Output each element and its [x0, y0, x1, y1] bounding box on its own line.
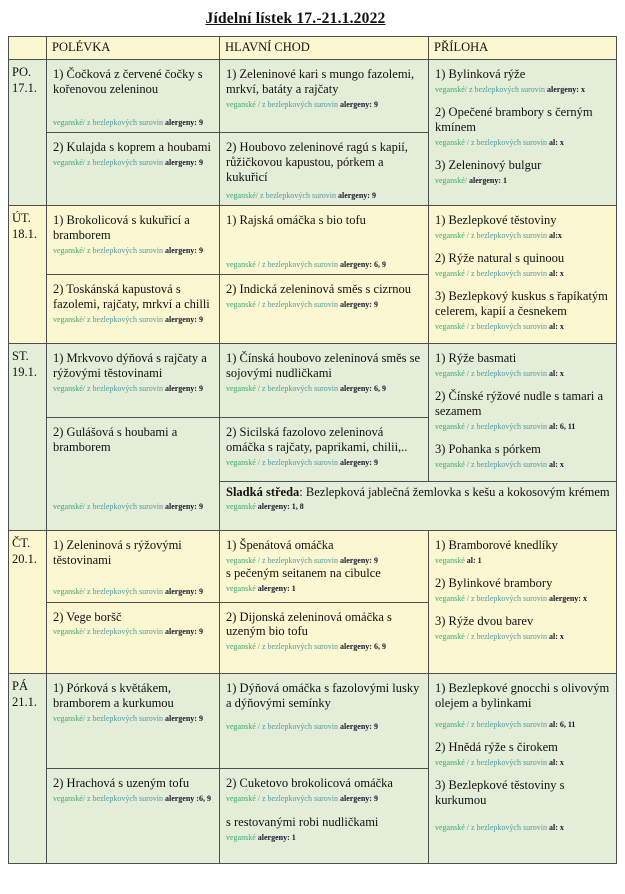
side-item	[435, 538, 612, 566]
main-item	[220, 674, 428, 768]
gluten-free-tag: z bezlepkových surovin	[262, 457, 338, 467]
date-label: 18.1.	[12, 227, 37, 242]
main-item	[220, 531, 428, 602]
day-row-monday	[9, 59, 616, 205]
vegan-tag: veganské/	[53, 587, 85, 597]
dish-tags	[226, 100, 424, 110]
soup-item	[47, 417, 219, 530]
vegan-tag: veganské /	[226, 299, 260, 309]
vegan-tag: veganské /	[435, 632, 469, 642]
dish-name: 1) Bylinková rýže	[435, 67, 526, 81]
main-side-wrapper	[219, 344, 616, 530]
dish-tags	[226, 642, 424, 652]
gluten-free-tag: z bezlepkových surovin	[87, 587, 163, 597]
dish-tags	[435, 269, 612, 279]
soup-item	[47, 602, 219, 674]
vegan-tag: veganské /	[435, 719, 469, 729]
dish-tags	[53, 502, 215, 512]
vegan-tag: veganské /	[435, 368, 469, 378]
gluten-free-tag: z bezlepkových surovin	[471, 719, 547, 729]
side-item	[435, 251, 612, 279]
soup-column	[46, 60, 219, 205]
dish-tags	[226, 794, 424, 804]
allergen-tag: alergeny: 6, 9	[339, 383, 386, 393]
date-cell	[9, 344, 46, 530]
vegan-tag: veganské /	[435, 268, 469, 278]
vegan-tag: veganské /	[226, 259, 260, 269]
header-cell-soup: POLÉVKA	[46, 37, 219, 59]
side-item	[435, 740, 612, 768]
vegan-tag: veganské/	[53, 245, 85, 255]
dish-tags	[53, 158, 215, 168]
dish-tags	[53, 246, 215, 256]
dish-name: 1) Zeleninové kari s mungo fazolemi, mrkví, batáty a rajčaty	[226, 67, 415, 96]
allergen-tag: alergeny: 9	[164, 245, 203, 255]
gluten-free-tag: z bezlepkových surovin	[262, 383, 338, 393]
allergen-tag: alergeny: 9	[164, 713, 203, 723]
gluten-free-tag: z bezlepkových surovin	[87, 713, 163, 723]
side-column	[428, 60, 616, 205]
dish-name: 2) Cuketovo brokolicová omáčka	[226, 776, 393, 790]
dish-name: 2) Gulášová s houbami a bramborem	[53, 425, 178, 454]
gluten-free-tag: z bezlepkových surovin	[471, 459, 547, 469]
main-side-row	[219, 344, 616, 481]
vegan-tag: veganské /	[435, 421, 469, 431]
gluten-free-tag: z bezlepkových surovin	[87, 627, 163, 637]
gluten-free-tag: z bezlepkových surovin	[471, 137, 547, 147]
allergen-tag: alergeny: 9	[339, 299, 378, 309]
dish-name: 2) Houbovo zeleninové ragú s kapií, růžičkovou kapustou, pórkem a kukuřicí	[226, 140, 408, 184]
side-item	[435, 681, 612, 730]
dish-tags	[435, 231, 612, 241]
dish-name: 2) Čínské rýžové nudle s tamari a sezamem	[435, 389, 604, 418]
dish-tags	[226, 502, 610, 512]
sweet-wednesday-text: : Bezlepková jablečná žemlovka s kešu a kokosovým krémem	[299, 485, 610, 499]
allergen-tag: al: x	[548, 632, 564, 642]
dish-tags	[435, 460, 612, 470]
side-column	[428, 344, 616, 481]
dish-name: 2) Dijonská zeleninová omáčka s uzeným bio tofu	[226, 609, 392, 639]
dish-name: 3) Bezlepkové těstoviny s kurkumou	[435, 778, 565, 807]
allergen-tag: alergeny: 1, 8	[257, 501, 304, 511]
allergen-tag: alergeny: x	[546, 84, 585, 94]
allergen-tag: al: 6, 11	[548, 421, 576, 431]
dish-tags	[226, 384, 424, 394]
dish-tags	[53, 384, 215, 394]
vegan-tag: veganské/	[435, 84, 467, 94]
gluten-free-tag: z bezlepkových surovin	[87, 245, 163, 255]
allergen-tag: al: x	[548, 268, 564, 278]
vegan-tag: veganské/	[226, 190, 258, 200]
vegan-tag: veganské /	[435, 593, 469, 603]
gluten-free-tag: z bezlepkových surovin	[262, 259, 338, 269]
dish-name: 1) Zeleninová s rýžovými těstovinami	[53, 538, 182, 567]
soup-item	[47, 206, 219, 274]
main-item	[220, 206, 428, 274]
dish-tags	[435, 758, 612, 768]
gluten-free-tag: z bezlepkových surovin	[87, 117, 163, 127]
side-item	[435, 778, 612, 833]
gluten-free-tag: z bezlepkových surovin	[471, 321, 547, 331]
allergen-tag: alergeny: 9	[339, 555, 378, 565]
dish-name: 1) Špenátová omáčka	[226, 538, 334, 552]
gluten-free-tag: z bezlepkových surovin	[87, 314, 163, 324]
allergen-tag: alergeny: 1	[469, 175, 507, 185]
gluten-free-tag: z bezlepkových surovin	[262, 99, 338, 109]
dish-name: 3) Bezlepkový kuskus s řapíkatým celerem, kapií a česnekem	[435, 289, 608, 319]
dish-tags	[435, 632, 612, 642]
main-item	[220, 344, 428, 417]
page-title: Jídelní lístek 17.-21.1.2022	[205, 10, 386, 27]
main-column	[219, 60, 428, 205]
vegan-tag: veganské/	[53, 501, 85, 511]
day-label: ÚT.	[12, 211, 31, 225]
gluten-free-tag: z bezlepkových surovin	[262, 793, 338, 803]
gluten-free-tag: z bezlepkových surovin	[260, 190, 336, 200]
gluten-free-tag: / z bezlepkových surovin	[466, 757, 547, 767]
dish-tags	[226, 191, 424, 201]
soup-item	[47, 531, 219, 602]
dish-tags	[53, 627, 215, 637]
side-item	[435, 213, 612, 241]
dish-name: 2) Sicilská fazolovo zeleninová omáčka s rajčaty, paprikami, chilii,..	[226, 425, 408, 454]
dish-name: 3) Rýže dvou barev	[435, 614, 534, 629]
allergen-tag: alergeny: 9	[337, 190, 376, 200]
gluten-free-tag: z bezlepkových surovin	[471, 368, 547, 378]
day-label: ST.	[12, 349, 29, 363]
dish-tags	[435, 594, 612, 604]
gluten-free-tag: z bezlepkových surovin	[262, 642, 338, 651]
vegan-tag: veganské	[226, 501, 256, 511]
dish-name: 2) Vege boršč	[53, 609, 122, 624]
vegan-tag: veganské /	[226, 642, 260, 651]
dish-tags	[226, 300, 424, 310]
soup-column	[46, 344, 219, 530]
day-label: PÁ	[12, 679, 28, 693]
soup-item	[47, 768, 219, 863]
side-column	[428, 531, 616, 673]
side-item	[435, 289, 612, 332]
day-label: ČT.	[12, 536, 31, 550]
allergen-tag: al: x	[548, 321, 564, 331]
vegan-tag: veganské	[226, 832, 256, 842]
gluten-free-tag: z bezlepkových surovin	[87, 793, 163, 803]
dish-name: 2) Rýže natural s quinoou	[435, 251, 565, 266]
vegan-tag: veganské/	[53, 713, 85, 723]
soup-item	[47, 344, 219, 417]
day-label: PO.	[12, 65, 32, 79]
vegan-tag: veganské /	[435, 230, 469, 240]
dish-name: 1) Mrkvovo dýňová s rajčaty a rýžovými těstovinami	[53, 351, 207, 380]
soup-column	[46, 674, 219, 863]
dish-tags	[435, 85, 612, 95]
soup-item	[47, 60, 219, 132]
dish-tags	[226, 458, 424, 468]
side-item	[435, 389, 612, 432]
dish-tags	[435, 720, 612, 730]
side-item	[435, 105, 612, 148]
dish-name: 3) Zeleninový bulgur	[435, 158, 542, 173]
sweet-wednesday-label: Sladká středa	[226, 485, 300, 499]
vegan-tag: veganské /	[226, 457, 260, 467]
gluten-free-tag: z bezlepkových surovin	[469, 84, 545, 94]
dish-tags	[435, 138, 612, 148]
dish-tags	[435, 556, 612, 566]
date-label: 20.1.	[12, 552, 37, 567]
soup-column	[46, 206, 219, 343]
dish-tags	[435, 176, 612, 186]
allergen-tag: alergeny: 9	[164, 383, 203, 393]
header-row	[9, 37, 616, 59]
vegan-tag: veganské/	[53, 117, 85, 127]
vegan-tag: veganské /	[435, 137, 469, 147]
vegan-tag: veganské	[435, 555, 465, 565]
main-item	[220, 60, 428, 132]
allergen-tag: alergeny: 1	[257, 832, 296, 842]
dish-name: 1) Bramborové knedlíky	[435, 538, 558, 552]
main-column	[219, 206, 428, 343]
soup-column	[46, 531, 219, 673]
gluten-free-tag: z bezlepkových surovin	[471, 593, 547, 603]
gluten-free-tag: z bezlepkových surovin	[471, 230, 547, 240]
vegan-tag: veganské	[435, 822, 465, 832]
allergen-tag: alergeny: 9	[339, 721, 378, 731]
main-item	[220, 768, 428, 863]
dish-tags	[435, 322, 612, 332]
dish-tags	[435, 369, 612, 379]
allergen-tag: alergeny: 9	[339, 99, 378, 109]
dish-name: 1) Čočková z červené čočky s kořenovou zeleninou	[53, 67, 203, 96]
allergen-tag: al: x	[548, 368, 564, 378]
dish-name: 1) Bezlepkové gnocchi s olivovým olejem a bylinkami	[435, 681, 610, 710]
main-item	[220, 274, 428, 343]
allergen-tag: alergeny: 6, 9	[339, 259, 386, 269]
allergen-tag: al: x	[548, 459, 564, 469]
dish-name: s restovanými robi nudličkami	[226, 815, 379, 830]
dish-tags	[226, 584, 424, 594]
allergen-tag: alergeny: 9	[164, 501, 203, 511]
allergen-tag: alergeny: 9	[339, 793, 378, 803]
header-cell-date	[9, 37, 46, 59]
main-item	[220, 417, 428, 481]
gluten-free-tag: z bezlepkových surovin	[262, 299, 338, 309]
dish-name: 1) Čínská houbovo zeleninová směs se sojovými nudličkami	[226, 351, 421, 380]
vegan-tag: veganské /	[226, 793, 260, 803]
dish-name: 3) Pohanka s pórkem	[435, 442, 541, 457]
dish-tags	[226, 722, 424, 732]
dish-tags	[226, 556, 424, 566]
vegan-tag: veganské /	[435, 321, 469, 331]
side-item	[435, 442, 612, 470]
side-column	[428, 206, 616, 343]
date-cell	[9, 531, 46, 673]
dish-name: 2) Kulajda s koprem a houbami	[53, 140, 211, 154]
dish-tags	[226, 260, 424, 270]
allergen-tag: alergeny: 6, 9	[339, 642, 386, 651]
day-row-wednesday	[9, 343, 616, 530]
vegan-tag: veganské/	[53, 383, 85, 393]
gluten-free-tag: z bezlepkových surovin	[87, 383, 163, 393]
dish-tags	[435, 422, 612, 432]
day-row-friday	[9, 673, 616, 863]
dish-name: 1) Bezlepkové těstoviny	[435, 213, 557, 227]
dish-name: 1) Dýňová omáčka s fazolovými lusky a dýňovými semínky	[226, 681, 420, 710]
date-label: 19.1.	[12, 365, 37, 380]
allergen-tag: al: 6, 11	[548, 719, 576, 729]
vegan-tag: veganské /	[226, 99, 260, 109]
vegan-tag: veganské/	[53, 314, 85, 324]
allergen-tag: al: x	[548, 757, 564, 767]
day-row-tuesday	[9, 205, 616, 343]
dish-tags	[53, 714, 215, 724]
vegan-tag: veganské /	[226, 721, 260, 731]
dish-name: 1) Rajská omáčka s bio tofu	[226, 213, 366, 227]
vegan-tag: veganské/	[53, 157, 85, 167]
side-item	[435, 67, 612, 95]
side-item	[435, 614, 612, 642]
date-label: 21.1.	[12, 695, 37, 710]
menu-table	[8, 36, 617, 864]
dish-tags	[53, 794, 215, 804]
dish-tags	[53, 315, 215, 325]
dish-name: 2) Opečené brambory s černým kmínem	[435, 105, 593, 134]
dish-name: 2) Hnědá rýže s čirokem	[435, 739, 558, 754]
dish-name: 2) Indická zeleninová směs s cizrnou	[226, 282, 412, 296]
vegan-tag: veganské/	[53, 793, 85, 803]
allergen-tag: alergeny: 9	[164, 587, 203, 597]
allergen-tag: alergeny: 9	[164, 627, 203, 637]
vegan-tag: veganské	[435, 757, 465, 767]
main-column	[219, 674, 428, 863]
allergen-tag: alergeny: 9	[164, 314, 203, 324]
soup-item	[47, 274, 219, 343]
main-item	[220, 132, 428, 205]
header-cell-side: PŘÍLOHA	[428, 37, 616, 59]
day-row-thursday	[9, 530, 616, 673]
gluten-free-tag: z bezlepkových surovin	[87, 157, 163, 167]
gluten-free-tag: / z bezlepkových surovin	[466, 822, 547, 832]
vegan-tag: veganské/	[53, 627, 85, 637]
dish-name: 2) Bylinkové brambory	[435, 576, 553, 591]
gluten-free-tag: z bezlepkových surovin	[471, 421, 547, 431]
dish-tags	[435, 823, 612, 833]
side-column	[428, 674, 616, 863]
dish-name: 1) Rýže basmati	[435, 351, 517, 365]
allergen-tag: al:x	[548, 230, 562, 240]
main-item	[220, 602, 428, 674]
vegan-tag: veganské /	[226, 383, 260, 393]
allergen-tag: al: 1	[466, 555, 482, 565]
vegan-tag: veganské	[226, 583, 256, 593]
sweet-wednesday-note	[219, 481, 616, 530]
soup-item	[47, 132, 219, 205]
allergen-tag: alergeny: 1	[257, 583, 296, 593]
allergen-tag: alergeny: 9	[164, 117, 203, 127]
side-item	[435, 158, 612, 186]
dish-name: 1) Brokolicová s kukuřicí a bramborem	[53, 213, 190, 242]
dish-name: 1) Pórková s květákem, bramborem a kurkumou	[53, 681, 174, 710]
dish-name: s pečeným seitanem na cibulce	[226, 566, 381, 581]
date-cell	[9, 206, 46, 343]
date-label: 17.1.	[12, 81, 37, 96]
allergen-tag: alergeny: 9	[339, 457, 378, 467]
allergen-tag: alergeny: x	[548, 593, 587, 603]
date-cell	[9, 60, 46, 205]
dish-tags	[53, 118, 215, 128]
dish-name: 2) Hrachová s uzeným tofu	[53, 776, 190, 790]
main-column	[219, 531, 428, 673]
main-column	[219, 344, 428, 481]
gluten-free-tag: z bezlepkových surovin	[262, 555, 338, 565]
vegan-tag: veganské /	[435, 459, 469, 469]
side-item	[435, 576, 612, 604]
date-cell	[9, 674, 46, 863]
gluten-free-tag: z bezlepkových surovin	[471, 632, 547, 642]
vegan-tag: veganské /	[226, 555, 260, 565]
gluten-free-tag: z bezlepkových surovin	[471, 268, 547, 278]
header-cell-main: HLAVNÍ CHOD	[219, 37, 428, 59]
gluten-free-tag: z bezlepkových surovin	[87, 501, 163, 511]
vegan-tag: veganské/	[435, 175, 467, 185]
allergen-tag: al: x	[548, 822, 564, 832]
allergen-tag: al: x	[548, 137, 564, 147]
soup-item	[47, 674, 219, 768]
dish-name: 2) Toskánská kapustová s fazolemi, rajčaty, mrkví a chilli	[53, 282, 210, 311]
dish-tags	[53, 587, 215, 597]
allergen-tag: alergeny: 9	[164, 157, 203, 167]
dish-tags	[226, 833, 424, 843]
gluten-free-tag: z bezlepkových surovin	[262, 721, 338, 731]
side-item	[435, 351, 612, 379]
allergen-tag: alergeny :6, 9	[164, 793, 211, 803]
